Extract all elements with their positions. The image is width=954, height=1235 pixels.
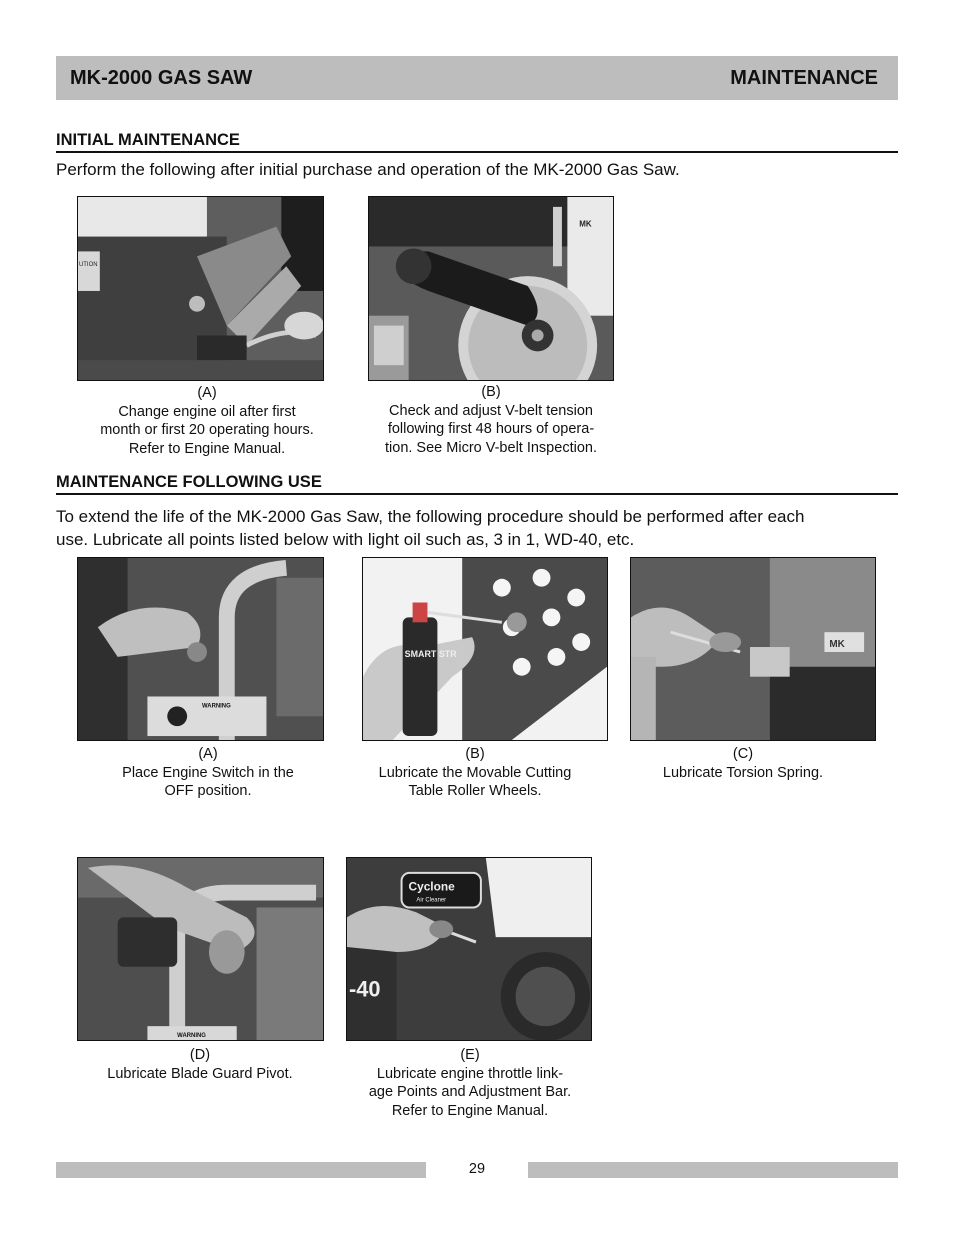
- photo-warning-label-2: WARNING: [177, 1033, 206, 1040]
- caption-line: Table Roller Wheels.: [408, 783, 542, 799]
- caption-line: following first 48 hours of opera-: [387, 421, 595, 437]
- caption-following-b: [345, 745, 605, 801]
- caption-following-e: [346, 1046, 594, 1120]
- caption-label: (A): [198, 746, 218, 762]
- caption-line: Lubricate Blade Guard Pivot.: [107, 1065, 293, 1082]
- header-product-title: MK-2000 GAS SAW: [70, 67, 253, 89]
- maintenance-following-use-heading: MAINTENANCE FOLLOWING USE: [56, 473, 898, 495]
- caption-line: month or first 20 operating hours.: [100, 422, 314, 438]
- caption-initial-b: [365, 383, 617, 457]
- caption-initial-a: [77, 384, 337, 458]
- photo-warning-label: WARNING: [201, 703, 231, 710]
- caption-label: (D): [189, 1047, 211, 1063]
- photo-air-cleaner-text: Air Cleaner: [416, 897, 447, 904]
- footer-bar-left: [56, 1162, 426, 1178]
- caption-line: Place Engine Switch in the: [122, 764, 294, 781]
- header-section-title: MAINTENANCE: [730, 67, 878, 89]
- caption-following-c: [630, 745, 856, 782]
- caption-label: (E): [460, 1047, 480, 1063]
- caption-line: Refer to Engine Manual.: [128, 440, 286, 457]
- caption-label: (B): [481, 384, 501, 400]
- intro-line: use. Lubricate all points listed below with light oil such as, 3 in 1, WD-40, etc.: [56, 530, 635, 549]
- caption-line: Lubricate engine throttle link-: [376, 1065, 564, 1082]
- photo-v-belt-tension: [368, 196, 614, 381]
- photo-roller-wheels: [362, 557, 608, 741]
- intro-line: To extend the life of the MK-2000 Gas Saw, the following procedure should be performed after each: [56, 507, 805, 526]
- photo-engine-oil-change: [77, 196, 324, 381]
- photo-torsion-spring: [630, 557, 876, 741]
- caption-line: tion. See Micro V-belt Inspection.: [385, 439, 597, 456]
- photo-throttle-linkage: [346, 857, 592, 1041]
- maintenance-following-use-intro: [56, 505, 898, 551]
- photo-engine-switch: [77, 557, 324, 741]
- caption-line: Lubricate the Movable Cutting: [378, 764, 572, 781]
- caption-label: (A): [197, 385, 217, 401]
- caption-line: Change engine oil after first: [118, 403, 296, 420]
- caption-line: OFF position.: [164, 783, 252, 799]
- photo-mk-badge-text: MK: [829, 639, 845, 651]
- photo-wd40-text: -40: [348, 976, 381, 1002]
- caption-following-d: [77, 1046, 323, 1083]
- initial-maintenance-heading: INITIAL MAINTENANCE: [56, 131, 898, 153]
- initial-maintenance-intro: Perform the following after initial purchase and operation of the MK-2000 Gas Saw.: [56, 160, 680, 179]
- photo-caution-label: UTION: [78, 262, 98, 269]
- caption-line: age Points and Adjustment Bar.: [368, 1084, 572, 1100]
- footer-bar-right: [528, 1162, 898, 1178]
- photo-blade-guard-pivot: [77, 857, 324, 1041]
- page-number: 29: [468, 1161, 486, 1177]
- caption-label: (C): [732, 746, 754, 762]
- photo-smart-straw-text: SMART STR: [404, 648, 457, 659]
- photo-cyclone-text: Cyclone: [408, 879, 455, 894]
- caption-line: Lubricate Torsion Spring.: [662, 764, 824, 781]
- caption-following-a: [77, 745, 339, 801]
- caption-line: Check and adjust V-belt tension: [389, 402, 593, 419]
- photo-mk-logo-text: MK: [579, 219, 592, 229]
- header-bar: [56, 56, 898, 100]
- caption-line: Refer to Engine Manual.: [391, 1102, 549, 1119]
- caption-label: (B): [465, 746, 485, 762]
